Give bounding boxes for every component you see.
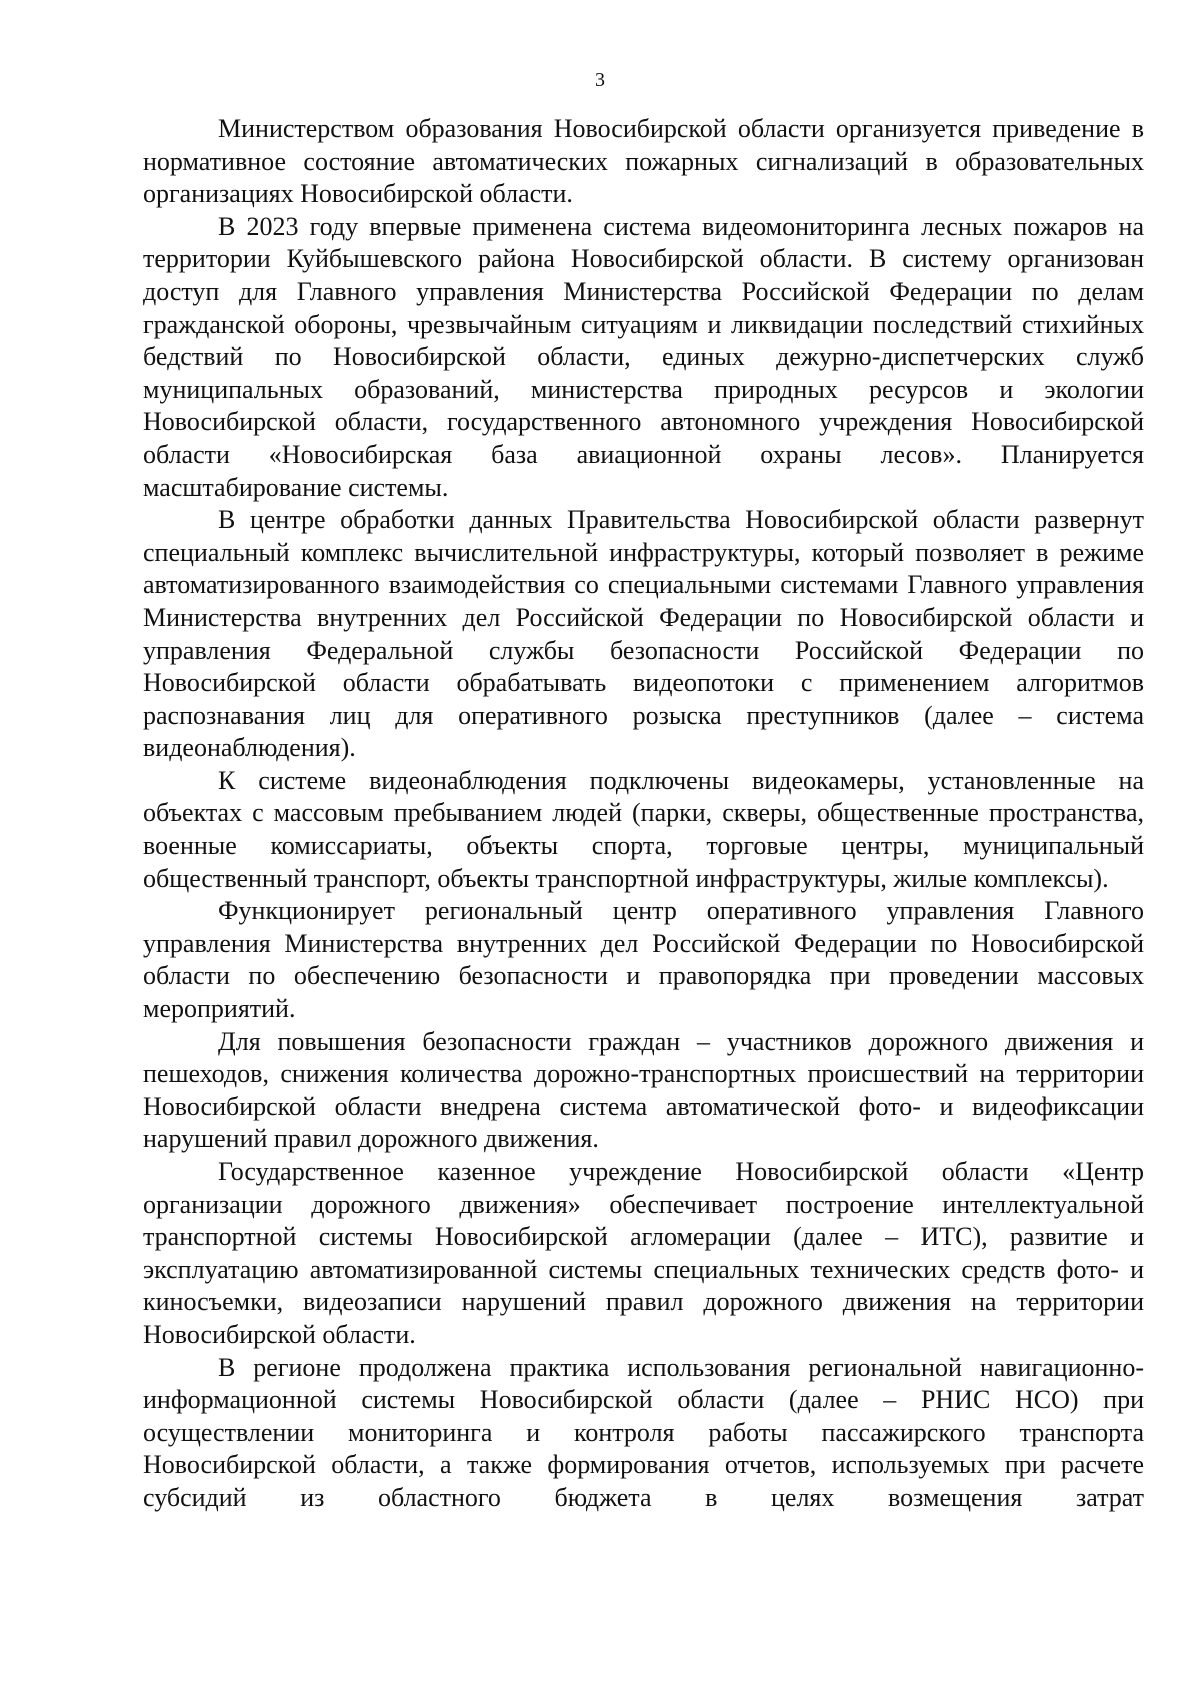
page-number: 3 bbox=[595, 69, 605, 91]
paragraph-video-cameras: К системе видеонаблюдения подключены видеокамеры, установленные на объектах с массовым пребыванием людей (парки, скверы, общественные пространства, военные комиссариаты, объекты спорта, торговые центры, муниципальный общественный транспорт, объекты транспортной инфраструктуры, жилые комплексы). bbox=[143, 765, 1144, 893]
paragraph-navigation-system: В регионе продолжена практика использования региональной навигационно-информационной системы Новосибирской области (далее – РНИС НСО) при осуществлении мониторинга и контроля работы пассажирского транспорта Новосибирской области, а также формирования отчетов, используемых при расчете субсидий из областного бюджета в целях возмещения затрат bbox=[143, 1352, 1144, 1512]
paragraph-forest-fire-monitoring: В 2023 году впервые применена система видеомониторинга лесных пожаров на территории Куйбышевского района Новосибирской области. В систему организован доступ для Главного управления Министерства Российской Федерации по делам гражданской обороны, чрезвычайным ситуациям и ликвидации последствий стихийных бедствий по Новосибирской области, единых дежурно-диспетчерских служб муниципальных образований, министерства природных ресурсов и экологии Новосибирской области, государственного автономного учреждения Новосибирской области «Новосибирская база авиационной охраны лесов». Планируется масштабирование системы. bbox=[143, 211, 1144, 502]
document-body bbox=[143, 113, 1144, 1515]
paragraph-operations-center: Функционирует региональный центр оперативного управления Главного управления Министерства внутренних дел Российской Федерации по Новосибирской области по обеспечению безопасности и правопорядка при проведении массовых мероприятий. bbox=[143, 896, 1144, 1024]
paragraph-traffic-enforcement: Для повышения безопасности граждан – участников дорожного движения и пешеходов, снижения количества дорожно-транспортных происшествий на территории Новосибирской области внедрена система автоматической фото- и видеофиксации нарушений правил дорожного движения. bbox=[143, 1026, 1144, 1154]
paragraph-data-center: В центре обработки данных Правительства Новосибирской области развернут специальный комплекс вычислительной инфраструктуры, который позволяет в режиме автоматизированного взаимодействия со специальными системами Главного управления Министерства внутренних дел Российской Федерации по Новосибирской области и управления Федеральной службы безопасности Российской Федерации по Новосибирской области обрабатывать видеопотоки с применением алгоритмов распознавания лиц для оперативного розыска преступников (далее – система видеонаблюдения). bbox=[143, 505, 1144, 763]
paragraph-traffic-center: Государственное казенное учреждение Новосибирской области «Центр организации дорожного движения» обеспечивает построение интеллектуальной транспортной системы Новосибирской агломерации (далее – ИТС), развитие и эксплуатацию автоматизированной системы специальных технических средств фото- и киносъемки, видеозаписи нарушений правил дорожного движения на территории Новосибирской области. bbox=[143, 1157, 1144, 1349]
paragraph-fire-alarms: Министерством образования Новосибирской области организуется приведение в нормативное состояние автоматических пожарных сигнализаций в образовательных организациях Новосибирской области. bbox=[143, 114, 1144, 209]
